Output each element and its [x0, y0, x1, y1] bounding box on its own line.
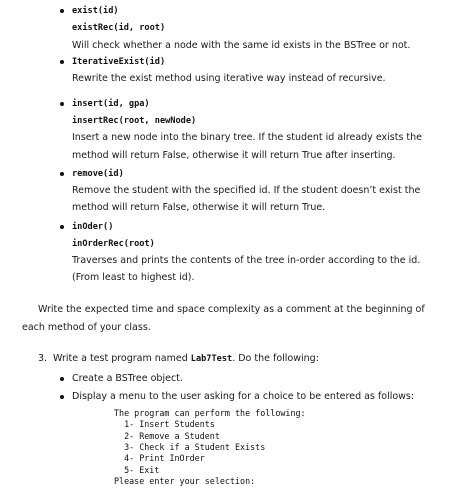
method-description: Remove the student with the specified id. If the student doesn’t exist the [72, 185, 421, 196]
method-description: Insert a new node into the binary tree. If the student id already exists the [72, 132, 423, 143]
method-description: Traverses and prints the contents of the tree in-order according to the id. [72, 255, 421, 266]
method-signature: inOder() [72, 222, 114, 232]
bullet [60, 102, 64, 106]
method-description: Will check whether a node with the same id exists in the BSTree or not. [72, 40, 411, 51]
step-bullet: Display a menu to the user asking for a choice to be entered as follows: [72, 391, 415, 402]
method-description: method will return False, otherwise it will return True. [72, 202, 326, 213]
program-name: Lab7Test [190, 354, 233, 364]
menu-line: 4- Print InOrder [114, 453, 205, 463]
menu-line: 2- Remove a Student [114, 431, 220, 441]
complexity-note: Write the expected time and space complexity as a comment at the beginning of [38, 304, 425, 315]
step-heading [53, 353, 319, 365]
step-number: 3. [38, 353, 48, 364]
method-signature: exist(id) [72, 6, 119, 16]
step-bullet: Create a BSTree object. [72, 373, 183, 384]
method-description: (From least to highest id). [72, 272, 195, 283]
method-description: Rewrite the exist method using iterative way instead of recursive. [72, 73, 386, 84]
complexity-note: each method of your class. [22, 322, 151, 333]
bullet [60, 172, 64, 176]
step-text: . Do the following: [232, 353, 319, 364]
menu-line: 5- Exit [114, 465, 160, 475]
bullet [60, 225, 64, 229]
bullet [60, 395, 64, 399]
bullet [60, 377, 64, 381]
method-signature: insertRec(root, newNode) [72, 116, 197, 126]
menu-line: The program can perform the following: [114, 408, 306, 418]
menu-line: 3- Check if a Student Exists [114, 442, 266, 452]
bullet [60, 60, 64, 64]
method-signature: inOrderRec(root) [72, 239, 155, 249]
method-signature: insert(id, gpa) [72, 99, 150, 109]
method-signature: existRec(id, root) [72, 23, 166, 33]
step-text: Write a test program named [53, 353, 191, 364]
method-signature: remove(id) [72, 169, 124, 179]
bullet [60, 9, 64, 13]
method-description: method will return False, otherwise it will return True after inserting. [72, 150, 396, 161]
method-signature: IterativeExist(id) [72, 57, 166, 67]
menu-line: Please enter your selection: [114, 476, 256, 486]
menu-line: 1- Insert Students [114, 419, 215, 429]
